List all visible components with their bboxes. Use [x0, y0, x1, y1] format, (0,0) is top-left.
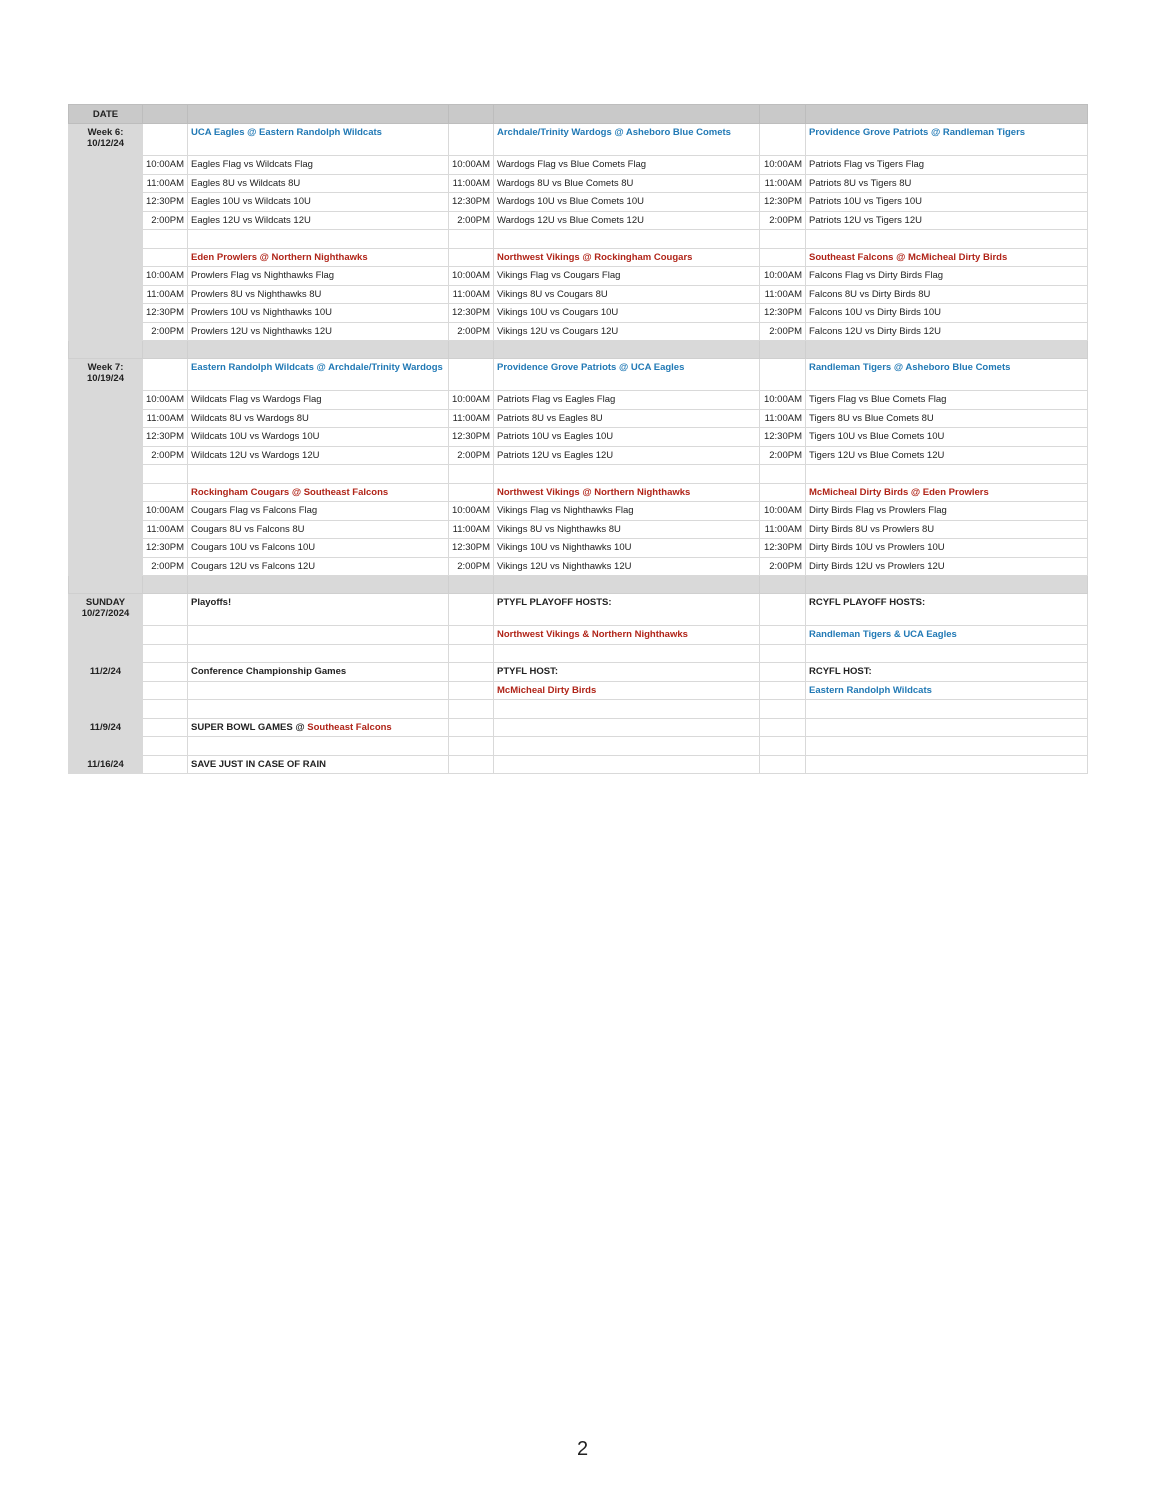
game-matchup: Eagles 12U vs Wildcats 12U [188, 211, 449, 230]
game-matchup: Cougars 8U vs Falcons 8U [188, 520, 449, 539]
blank-row [69, 644, 1088, 663]
game-matchup: Vikings 8U vs Nighthawks 8U [494, 520, 760, 539]
game-matchup: Falcons 8U vs Dirty Birds 8U [806, 285, 1088, 304]
game-time: 12:30PM [143, 304, 188, 323]
week-label: Week 7: [87, 362, 124, 373]
matchup-row [69, 483, 1088, 502]
game-matchup: Wardogs 10U vs Blue Comets 10U [494, 193, 760, 212]
game-matchup: Tigers Flag vs Blue Comets Flag [806, 391, 1088, 410]
game-time: 12:30PM [449, 428, 494, 447]
game-row [69, 193, 1088, 212]
game-row [69, 391, 1088, 410]
game-time: 10:00AM [449, 267, 494, 286]
page-number: 2 [576, 1438, 589, 1460]
game-time: 11:00AM [143, 409, 188, 428]
date-header: DATE [69, 105, 143, 124]
matchup-row [69, 124, 1088, 156]
date-cell [69, 644, 143, 663]
blank-row [69, 700, 1088, 719]
game-time: 10:00AM [760, 391, 806, 410]
game-time: 11:00AM [760, 285, 806, 304]
game-matchup: Falcons 12U vs Dirty Birds 12U [806, 322, 1088, 341]
date-cell [69, 304, 143, 323]
rcyfl-hosts-label: RCYFL PLAYOFF HOSTS: [806, 594, 1088, 626]
date-cell [69, 124, 143, 156]
week-date: 10/19/24 [87, 373, 124, 384]
game-matchup: Patriots Flag vs Tigers Flag [806, 156, 1088, 175]
game-time: 2:00PM [449, 322, 494, 341]
ptyfl-host-label: PTYFL HOST: [494, 663, 760, 682]
separator-row [69, 576, 1088, 594]
game-matchup: Eagles 10U vs Wildcats 10U [188, 193, 449, 212]
game-matchup: Vikings 12U vs Nighthawks 12U [494, 557, 760, 576]
game-matchup: Dirty Birds Flag vs Prowlers Flag [806, 502, 1088, 521]
game-time: 10:00AM [143, 391, 188, 410]
superbowl-date: 11/9/24 [69, 718, 143, 737]
game-matchup: Patriots 12U vs Eagles 12U [494, 446, 760, 465]
game-matchup: Tigers 8U vs Blue Comets 8U [806, 409, 1088, 428]
schedule-table [68, 104, 1088, 774]
game-time: 2:00PM [449, 446, 494, 465]
ptyfl-hosts: Northwest Vikings & Northern Nighthawks [494, 626, 760, 645]
game-time: 12:30PM [143, 539, 188, 558]
game-matchup: Prowlers Flag vs Nighthawks Flag [188, 267, 449, 286]
game-row [69, 446, 1088, 465]
blank-row [69, 230, 1088, 249]
game-row [69, 267, 1088, 286]
game-row [69, 304, 1088, 323]
game-time: 11:00AM [143, 520, 188, 539]
game-time: 10:00AM [760, 267, 806, 286]
game-matchup: Eagles Flag vs Wildcats Flag [188, 156, 449, 175]
game-time: 11:00AM [449, 285, 494, 304]
game-matchup: Tigers 12U vs Blue Comets 12U [806, 446, 1088, 465]
superbowl-row [69, 718, 1088, 737]
game-matchup: Patriots Flag vs Eagles Flag [494, 391, 760, 410]
game-row [69, 322, 1088, 341]
game-matchup: Vikings 8U vs Cougars 8U [494, 285, 760, 304]
game-time: 2:00PM [760, 211, 806, 230]
game-matchup: Patriots 8U vs Eagles 8U [494, 409, 760, 428]
game-row [69, 285, 1088, 304]
game-matchup: Cougars Flag vs Falcons Flag [188, 502, 449, 521]
ptyfl-host: McMicheal Dirty Birds [494, 681, 760, 700]
matchup-row [69, 359, 1088, 391]
date-cell [69, 285, 143, 304]
game-matchup: Falcons 10U vs Dirty Birds 10U [806, 304, 1088, 323]
game-matchup: Dirty Birds 10U vs Prowlers 10U [806, 539, 1088, 558]
superbowl-host: Southeast Falcons [307, 721, 392, 733]
date-cell [69, 359, 143, 391]
game-time: 12:30PM [449, 539, 494, 558]
game-time: 2:00PM [143, 322, 188, 341]
date-cell [69, 230, 143, 249]
matchup-title: Rockingham Cougars @ Southeast Falcons [188, 483, 449, 502]
game-matchup: Patriots 10U vs Eagles 10U [494, 428, 760, 447]
date-cell [69, 409, 143, 428]
conference-title: Conference Championship Games [188, 663, 449, 682]
game-time: 10:00AM [143, 156, 188, 175]
game-time: 12:30PM [449, 193, 494, 212]
game-time: 11:00AM [143, 285, 188, 304]
game-time: 10:00AM [449, 502, 494, 521]
date-cell [69, 193, 143, 212]
game-time: 2:00PM [143, 211, 188, 230]
game-matchup: Falcons Flag vs Dirty Birds Flag [806, 267, 1088, 286]
date-cell [69, 465, 143, 484]
game-row [69, 502, 1088, 521]
game-matchup: Wildcats 10U vs Wardogs 10U [188, 428, 449, 447]
game-time: 11:00AM [449, 520, 494, 539]
game-row [69, 211, 1088, 230]
date-cell [69, 248, 143, 267]
game-time: 10:00AM [760, 502, 806, 521]
blank-row [69, 465, 1088, 484]
game-matchup: Wildcats 8U vs Wardogs 8U [188, 409, 449, 428]
game-matchup: Cougars 10U vs Falcons 10U [188, 539, 449, 558]
game-time: 2:00PM [760, 322, 806, 341]
playoffs-row [69, 594, 1088, 626]
matchup-title: Northwest Vikings @ Northern Nighthawks [494, 483, 760, 502]
rcyfl-host-label: RCYFL HOST: [806, 663, 1088, 682]
game-matchup: Eagles 8U vs Wildcats 8U [188, 174, 449, 193]
blank-row [69, 737, 1088, 756]
date-cell [69, 174, 143, 193]
separator-row [69, 341, 1088, 359]
matchup-title: Southeast Falcons @ McMicheal Dirty Birds [806, 248, 1088, 267]
superbowl-cell [188, 718, 449, 737]
game-time: 2:00PM [143, 446, 188, 465]
date-cell [69, 391, 143, 410]
matchup-title: Providence Grove Patriots @ UCA Eagles [494, 359, 760, 391]
game-time: 10:00AM [449, 391, 494, 410]
rain-title: SAVE JUST IN CASE OF RAIN [188, 755, 449, 774]
game-matchup: Patriots 8U vs Tigers 8U [806, 174, 1088, 193]
game-time: 2:00PM [143, 557, 188, 576]
header-row [69, 105, 1088, 124]
game-time: 12:30PM [760, 539, 806, 558]
game-matchup: Cougars 12U vs Falcons 12U [188, 557, 449, 576]
game-matchup: Wardogs Flag vs Blue Comets Flag [494, 156, 760, 175]
game-time: 2:00PM [449, 211, 494, 230]
matchup-row [69, 248, 1088, 267]
schedule-body [69, 105, 1088, 774]
game-row [69, 520, 1088, 539]
game-matchup: Wardogs 12U vs Blue Comets 12U [494, 211, 760, 230]
game-time: 12:30PM [760, 304, 806, 323]
game-row [69, 428, 1088, 447]
date-cell [69, 681, 143, 700]
game-time: 2:00PM [760, 557, 806, 576]
superbowl-title: SUPER BOWL GAMES @ [191, 721, 308, 733]
ptyfl-hosts-label: PTYFL PLAYOFF HOSTS: [494, 594, 760, 626]
rcyfl-host: Eastern Randolph Wildcats [806, 681, 1088, 700]
game-time: 10:00AM [449, 156, 494, 175]
game-matchup: Vikings 10U vs Nighthawks 10U [494, 539, 760, 558]
matchup-title: UCA Eagles @ Eastern Randolph Wildcats [188, 124, 449, 156]
date-cell [69, 156, 143, 175]
matchup-title: Eastern Randolph Wildcats @ Archdale/Trinity Wardogs [188, 359, 449, 391]
game-matchup: Wardogs 8U vs Blue Comets 8U [494, 174, 760, 193]
game-time: 11:00AM [143, 174, 188, 193]
game-matchup: Prowlers 8U vs Nighthawks 8U [188, 285, 449, 304]
rain-row [69, 755, 1088, 774]
week-date: 10/12/24 [87, 138, 124, 149]
game-time: 10:00AM [760, 156, 806, 175]
game-time: 11:00AM [760, 409, 806, 428]
game-time: 10:00AM [143, 502, 188, 521]
rcyfl-hosts: Randleman Tigers & UCA Eagles [806, 626, 1088, 645]
date-cell [69, 520, 143, 539]
game-matchup: Wildcats Flag vs Wardogs Flag [188, 391, 449, 410]
matchup-title: Eden Prowlers @ Northern Nighthawks [188, 248, 449, 267]
week-label: Week 6: [87, 127, 124, 138]
game-row [69, 174, 1088, 193]
playoffs-hosts-row [69, 626, 1088, 645]
date-cell [69, 539, 143, 558]
game-matchup: Patriots 12U vs Tigers 12U [806, 211, 1088, 230]
conference-row [69, 663, 1088, 682]
date-cell [69, 483, 143, 502]
date-cell [69, 322, 143, 341]
game-matchup: Vikings Flag vs Nighthawks Flag [494, 502, 760, 521]
date-cell [69, 737, 143, 756]
game-matchup: Vikings Flag vs Cougars Flag [494, 267, 760, 286]
game-matchup: Vikings 10U vs Cougars 10U [494, 304, 760, 323]
rain-date: 11/16/24 [69, 755, 143, 774]
date-cell [69, 557, 143, 576]
conference-hosts-row [69, 681, 1088, 700]
matchup-title: Providence Grove Patriots @ Randleman Tigers [806, 124, 1088, 156]
game-row [69, 156, 1088, 175]
date-cell [69, 594, 143, 626]
date-cell [69, 446, 143, 465]
game-time: 11:00AM [760, 520, 806, 539]
week-label: SUNDAY [85, 597, 126, 608]
matchup-title: Northwest Vikings @ Rockingham Cougars [494, 248, 760, 267]
matchup-title: Archdale/Trinity Wardogs @ Asheboro Blue Comets [494, 124, 760, 156]
game-row [69, 557, 1088, 576]
game-row [69, 539, 1088, 558]
date-cell [69, 700, 143, 719]
game-matchup: Dirty Birds 12U vs Prowlers 12U [806, 557, 1088, 576]
game-matchup: Patriots 10U vs Tigers 10U [806, 193, 1088, 212]
week-date: 10/27/2024 [81, 608, 130, 619]
date-cell [69, 502, 143, 521]
date-cell [69, 211, 143, 230]
game-time: 12:30PM [760, 428, 806, 447]
game-matchup: Prowlers 10U vs Nighthawks 10U [188, 304, 449, 323]
game-row [69, 409, 1088, 428]
game-time: 11:00AM [760, 174, 806, 193]
game-time: 12:30PM [143, 428, 188, 447]
conference-date: 11/2/24 [69, 663, 143, 682]
game-time: 10:00AM [143, 267, 188, 286]
matchup-title: McMicheal Dirty Birds @ Eden Prowlers [806, 483, 1088, 502]
playoffs-title: Playoffs! [188, 594, 449, 626]
game-time: 2:00PM [760, 446, 806, 465]
game-time: 12:30PM [449, 304, 494, 323]
date-cell [69, 267, 143, 286]
game-time: 12:30PM [760, 193, 806, 212]
game-matchup: Dirty Birds 8U vs Prowlers 8U [806, 520, 1088, 539]
game-time: 11:00AM [449, 174, 494, 193]
game-matchup: Tigers 10U vs Blue Comets 10U [806, 428, 1088, 447]
game-matchup: Wildcats 12U vs Wardogs 12U [188, 446, 449, 465]
game-matchup: Prowlers 12U vs Nighthawks 12U [188, 322, 449, 341]
game-matchup: Vikings 12U vs Cougars 12U [494, 322, 760, 341]
game-time: 2:00PM [449, 557, 494, 576]
game-time: 11:00AM [449, 409, 494, 428]
matchup-title: Randleman Tigers @ Asheboro Blue Comets [806, 359, 1088, 391]
date-cell [69, 626, 143, 645]
game-time: 12:30PM [143, 193, 188, 212]
date-cell [69, 428, 143, 447]
